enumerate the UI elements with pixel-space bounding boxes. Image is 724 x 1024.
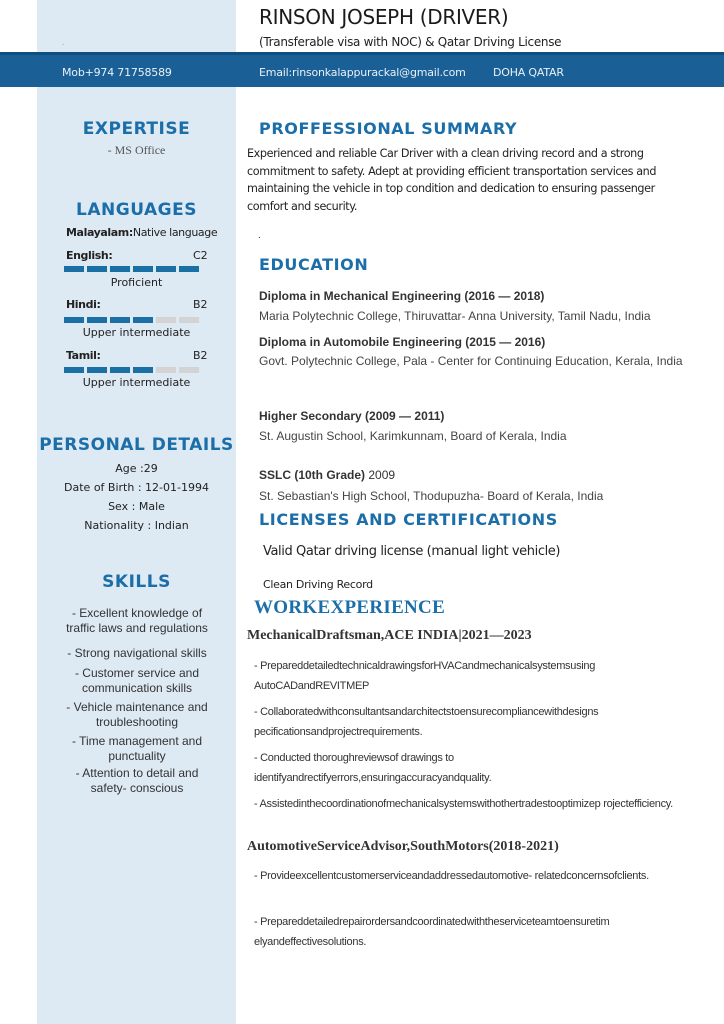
level-segment-filled	[110, 266, 130, 272]
personal-dob: Date of Birth : 12-01-1994	[64, 481, 209, 494]
education-title: Diploma in Automobile Engineering (2015 — 2016)	[259, 335, 546, 349]
contact-location: DOHA QATAR	[493, 66, 564, 79]
skill-item: - Excellent knowledge of traffic laws and regulations	[66, 606, 208, 635]
summary-text: Experienced and reliable Car Driver with a clean driving record and a strong commitment to safety. Adept at providing efficient transportation services and maintaining the vehicle in top condition and dedication to ensuring passenger comfort and security.	[247, 147, 657, 213]
language-level: B2	[193, 349, 208, 362]
skill-item: - Attention to detail and safety- conscious	[75, 766, 199, 795]
license-item: Clean Driving Record	[263, 578, 373, 591]
licenses-heading: LICENSES AND CERTIFICATIONS	[259, 510, 558, 529]
language-native-value: Native language	[132, 226, 218, 239]
education-title-sslc	[259, 468, 395, 482]
language-level-bar	[64, 317, 199, 323]
skill-item: - Customer service and communication skills	[74, 666, 200, 695]
language-level-bar	[64, 367, 199, 373]
language-native	[66, 226, 217, 239]
level-segment-filled	[179, 266, 199, 272]
job-title: AutomotiveServiceAdvisor,SouthMotors(2018-2021)	[247, 839, 559, 854]
skill-item: - Vehicle maintenance and troubleshooting	[66, 700, 208, 729]
level-segment-filled	[110, 367, 130, 373]
candidate-name: RINSON JOSEPH (DRIVER)	[259, 5, 509, 29]
level-segment-empty	[156, 367, 176, 373]
level-segment-filled	[133, 266, 153, 272]
level-segment-filled	[87, 317, 107, 323]
job-duty: - Provideexcellentcustomerserviceandaddressedautomotive- relatedconcernsofclients.	[254, 870, 649, 882]
language-name: Hindi:	[66, 298, 101, 311]
language-name: Tamil:	[66, 349, 101, 362]
personal-details-heading: PERSONAL DETAILS	[39, 435, 234, 455]
candidate-subtitle: (Transferable visa with NOC) & Qatar Driving License	[259, 35, 562, 49]
personal-nationality: Nationality : Indian	[84, 519, 189, 532]
language-desc: Upper intermediate	[82, 326, 191, 339]
level-segment-empty	[179, 317, 199, 323]
personal-age: Age :29	[115, 462, 158, 475]
language-name: English:	[66, 249, 113, 262]
education-title: Diploma in Mechanical Engineering (2016 — 2018)	[259, 289, 545, 303]
skill-item: - Time management and punctuality	[71, 734, 203, 763]
language-native-name: Malayalam:	[66, 226, 133, 239]
level-segment-filled	[133, 317, 153, 323]
job-duty: - Collaboratedwithconsultantsandarchitectstoensurecompliancewithdesigns pecificationsandprojectrequirements.	[254, 706, 599, 738]
level-segment-filled	[156, 266, 176, 272]
license-item: Valid Qatar driving license (manual light vehicle)	[263, 544, 561, 559]
level-segment-filled	[110, 317, 130, 323]
level-segment-empty	[156, 317, 176, 323]
education-heading: EDUCATION	[259, 255, 369, 274]
personal-sex: Sex : Male	[108, 500, 165, 513]
level-segment-filled	[87, 266, 107, 272]
language-level-bar	[64, 266, 199, 272]
level-segment-filled	[64, 367, 84, 373]
languages-heading: LANGUAGES	[76, 200, 197, 220]
education-year: 2009	[365, 468, 396, 482]
level-segment-filled	[64, 317, 84, 323]
summary-dot: .	[258, 230, 261, 241]
education-title: SSLC (10th Grade)	[259, 468, 366, 482]
job-duty: - Prepareddetailedrepairordersandcoordinatedwiththeserviceteamtoensuretim elyandeffectivesolutions.	[254, 916, 610, 948]
expertise-heading: EXPERTISE	[82, 119, 191, 139]
education-detail: Govt. Polytechnic College, Pala - Center for Continuing Education, Kerala, India	[259, 354, 683, 368]
contact-mobile: Mob+974 71758589	[62, 66, 172, 79]
job-duty: - Conducted thoroughreviewsof drawings to identifyandrectifyerrors,ensuringaccuracyandquality.	[254, 752, 492, 784]
expertise-item: - MS Office	[107, 143, 166, 157]
job-duty: - PrepareddetailedtechnicaldrawingsforHVACandmechanicalsystemsusing AutoCADandREVITMEP	[254, 660, 596, 692]
language-desc: Upper intermediate	[82, 376, 191, 389]
header-dot: .	[62, 38, 65, 47]
job-title: MechanicalDraftsman,ACE INDIA|2021—2023	[247, 628, 532, 643]
language-level: C2	[193, 249, 208, 262]
education-title: Higher Secondary (2009 — 2011)	[259, 409, 445, 423]
education-detail: Maria Polytechnic College, Thiruvattar- Anna University, Tamil Nadu, India	[259, 309, 651, 323]
work-heading: WORKEXPERIENCE	[254, 597, 446, 618]
level-segment-empty	[179, 367, 199, 373]
skills-heading: SKILLS	[102, 572, 171, 592]
language-level: B2	[193, 298, 208, 311]
contact-email[interactable]: Email:rinsonkalappurackal@gmail.com	[259, 66, 466, 79]
skill-item: - Strong navigational skills	[67, 646, 207, 660]
level-segment-filled	[64, 266, 84, 272]
summary-heading: PROFFESSIONAL SUMMARY	[259, 119, 518, 138]
job-duty: - Assistedinthecoordinationofmechanicalsystemswithothertradestooptimizep rojectefficiency.	[254, 798, 673, 810]
education-detail: St. Sebastian's High School, Thodupuzha- Board of Kerala, India	[259, 489, 604, 503]
education-detail: St. Augustin School, Karimkunnam, Board of Kerala, India	[259, 429, 567, 443]
level-segment-filled	[87, 367, 107, 373]
level-segment-filled	[133, 367, 153, 373]
language-desc: Proficient	[110, 276, 163, 289]
